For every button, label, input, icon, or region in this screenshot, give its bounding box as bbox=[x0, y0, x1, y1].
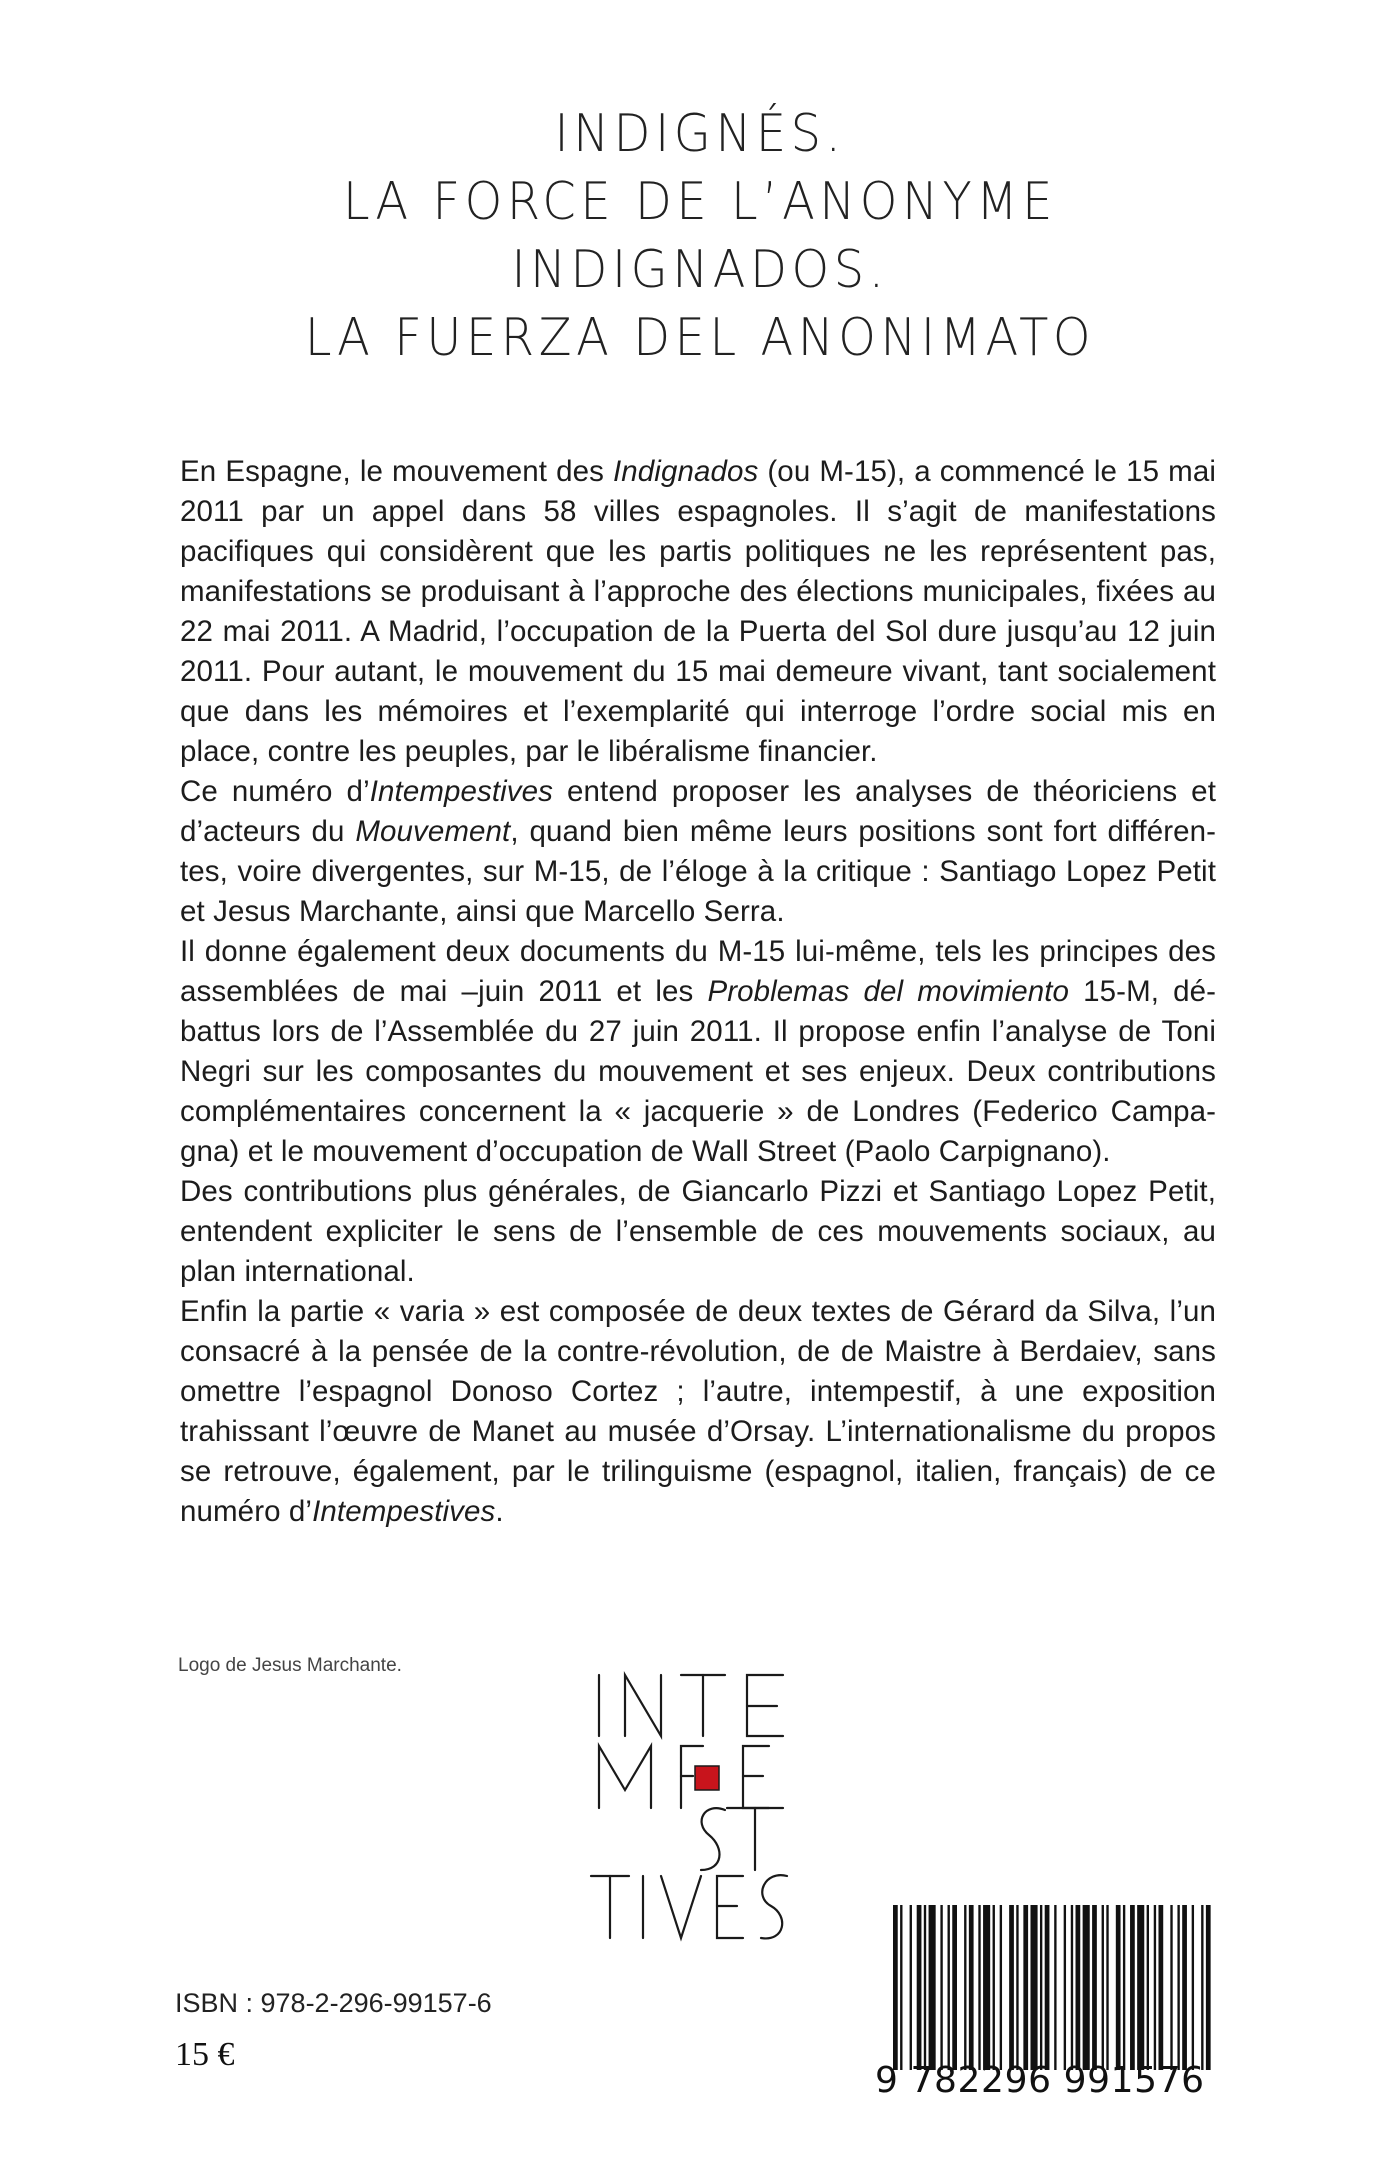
barcode-bar bbox=[910, 1905, 912, 2070]
barcode bbox=[893, 1905, 1213, 2070]
barcode-bar bbox=[964, 1905, 966, 2070]
barcode-bar bbox=[929, 1905, 936, 2070]
barcode-bar bbox=[983, 1905, 990, 2070]
barcode-bar bbox=[1170, 1905, 1172, 2070]
barcode-bar bbox=[952, 1905, 957, 2070]
price: 15 € bbox=[175, 2036, 235, 2073]
title-line-1: INDIGNÉS. bbox=[554, 104, 846, 164]
barcode-bar bbox=[1030, 1905, 1037, 2070]
paragraph-4: Des contributions plus générales, de Giancarlo Pizzi et Santiago Lopez Petit, entendent expliciter le sens de l’ensemble de ces mouvements sociaux, au plan international. bbox=[180, 1175, 1216, 1288]
barcode-bar bbox=[900, 1905, 902, 2070]
barcode-bar bbox=[1177, 1905, 1179, 2070]
barcode-bar bbox=[993, 1905, 995, 2070]
title-line-3: INDIGNADOS. bbox=[511, 240, 889, 300]
barcode-bar bbox=[1092, 1905, 1097, 2070]
cover-title bbox=[56, 100, 1344, 372]
barcode-bar bbox=[1023, 1905, 1028, 2070]
barcode-bar bbox=[1130, 1905, 1135, 2070]
barcode-bar bbox=[893, 1905, 898, 2070]
paragraph-3: Il donne également deux documents du M-15 lui-même, tels les principes des assemblées de mai –juin 2011 et les Problemas del movimiento 15-M, débattus lors de l’Assemblée du 27 juin 2011. Il propose enfin l’analyse de Toni Negri sur les composantes du mouvement et ses enjeux. Deux contributions complémentaires concernent la « jacquerie » de Londres (Federico Campagna) et le mouvement d’occupation de Wall Street (Paolo Carpignano). bbox=[180, 935, 1216, 1168]
logo-red-square bbox=[695, 1766, 719, 1790]
barcode-bar bbox=[1045, 1905, 1050, 2070]
paragraph-2: Ce numéro d’Intempestives entend proposer les analyses de théoriciens et d’acteurs du Mouvement, quand bien même leurs positions sont fort différentes, voire divergentes, sur M-15, de l’éloge à la critique : Santiago Lopez Petit et Jesus Marchante, ainsi que Marcello Serra. bbox=[180, 775, 1216, 928]
barcode-bar bbox=[969, 1905, 974, 2070]
barcode-bar bbox=[1016, 1905, 1018, 2070]
barcode-bar bbox=[1009, 1905, 1014, 2070]
barcode-bar bbox=[1076, 1905, 1081, 2070]
barcode-bar bbox=[1182, 1905, 1187, 2070]
barcode-bar bbox=[1158, 1905, 1163, 2070]
paragraph-1: En Espagne, le mouvement des Indignados (ou M-15), a commencé le 15 mai 2011 par un appel dans 58 villes espagnoles. Il s’agit de manifestations pacifiques qui considèrent que les partis politiques ne les représentent pas, manifestations se produisant à l’approche des élections municipales, fixées au 22 mai 2011. A Madrid, l’occupation de la Puerta del Sol dure jusqu’au 12 juin 2011. Pour autant, le mouvement du 15 mai demeure vivant, tant socialement que dans les mémoires et l’exemplarité qui interroge l’ordre social mis en place, contre les peuples, par le libéralisme financier. bbox=[180, 455, 1216, 768]
barcode-bar bbox=[1083, 1905, 1090, 2070]
barcode-bar bbox=[1040, 1905, 1042, 2070]
barcode-bar bbox=[1201, 1905, 1203, 2070]
intempestives-logo bbox=[585, 1670, 807, 1945]
barcode-bar bbox=[1106, 1905, 1108, 2070]
barcode-bar bbox=[1064, 1905, 1066, 2070]
title-line-4: LA FUERZA DEL ANONIMATO bbox=[304, 308, 1096, 368]
barcode-bar bbox=[1071, 1905, 1073, 2070]
barcode-bar bbox=[1147, 1905, 1149, 2070]
barcode-bar bbox=[1000, 1905, 1002, 2070]
barcode-bar bbox=[1206, 1905, 1211, 2070]
barcode-bar bbox=[1054, 1905, 1056, 2070]
back-cover-text bbox=[180, 452, 1216, 1532]
barcode-bar bbox=[1137, 1905, 1144, 2070]
barcode-bar bbox=[1116, 1905, 1121, 2070]
barcode-bar bbox=[948, 1905, 950, 2070]
barcode-digits: 9 782296 991576 bbox=[875, 2060, 1205, 2101]
barcode-bar bbox=[924, 1905, 926, 2070]
barcode-bar bbox=[940, 1905, 942, 2070]
paragraph-5: Enfin la partie « varia » est composée de deux textes de Gérard da Silva, l’un consacré à la pensée de la contre-révolution, de de Maistre à Berdaiev, sans omettre l’espagnol Donoso Cortez ; l’autre, intempestif, à une exposition trahissant l’œuvre de Manet au musée d’Orsay. L’internationalisme du propos se retrouve, également, par le trilinguisme (espagnol, italien, français) de ce numéro d’Intempestives. bbox=[180, 1295, 1216, 1528]
barcode-bar bbox=[917, 1905, 922, 2070]
title-line-2: LA FORCE DE L’ANONYME bbox=[343, 172, 1057, 232]
logo-credit: Logo de Jesus Marchante. bbox=[178, 1655, 402, 1676]
barcode-bar bbox=[1154, 1905, 1156, 2070]
barcode-bar bbox=[1192, 1905, 1194, 2070]
isbn: ISBN : 978-2-296-99157-6 bbox=[175, 1988, 492, 2018]
barcode-bar bbox=[978, 1905, 980, 2070]
barcode-bar bbox=[1102, 1905, 1104, 2070]
barcode-bar bbox=[1123, 1905, 1125, 2070]
